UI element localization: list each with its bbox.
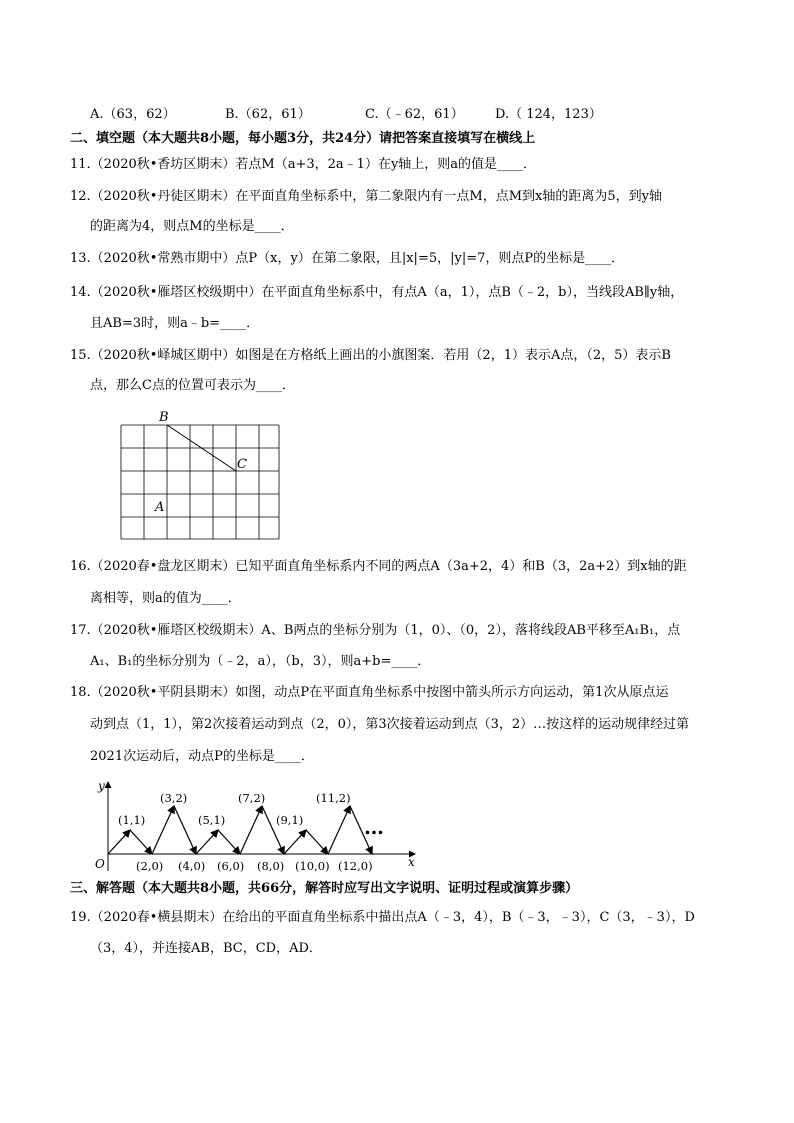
question-15-line2: 点，那么C点的位置可表示为____． — [90, 378, 295, 393]
grid-lines — [121, 425, 279, 539]
motion-path-figure — [90, 776, 430, 876]
option-a: A.（63，62） — [90, 107, 176, 122]
option-d: D.（ 124，123） — [495, 107, 602, 122]
question-19-line1: 19.（2020春•横县期末）在给出的平面直角坐标系中描出点A（﹣3，4），B（﹣3，﹣3），C（3，﹣3），D — [70, 910, 695, 925]
question-19-line2: （3，4），并连接AB，BC，CD，AD． — [90, 941, 322, 956]
bottom-label: (2,0) — [136, 859, 164, 873]
peak-label: (7,2) — [238, 791, 266, 805]
peak-label: (11,2) — [316, 791, 351, 805]
continuation-dots: … — [364, 815, 384, 839]
peak-label: (1,1) — [118, 813, 146, 827]
peak-label: (9,1) — [276, 813, 304, 827]
question-18-line3: 2021次运动后，动点P的坐标是____． — [90, 749, 314, 764]
question-16-line2: 离相等，则a的值为____． — [90, 591, 241, 606]
question-17-line2: A₁、B₁的坐标分别为（﹣2，a），（b，3），则a+b=____． — [90, 654, 431, 669]
option-b: B.（62，61） — [225, 107, 311, 122]
bottom-label: (12,0) — [338, 859, 373, 873]
question-11: 11.（2020秋•香坊区期末）若点M（a+3，2a﹣1）在y轴上，则a的值是____． — [70, 157, 537, 172]
x-axis-label: x — [408, 855, 415, 869]
question-18-line2: 动到点（1，1），第2次接着运动到点（2，0），第3次接着运动到点（3，2）…按这样的运动规律经过第 — [90, 717, 690, 732]
origin-label: O — [95, 857, 105, 871]
question-13: 13.（2020秋•常熟市期中）点P（x，y）在第二象限，且|x|=5，|y|=7，则点P的坐标是____． — [70, 251, 625, 266]
question-17-line1: 17.（2020秋•雁塔区校级期末）A、B两点的坐标分别为（1，0）、（0，2），落将线段AB平移至A₁B₁，点 — [70, 623, 681, 638]
question-14-line2: 且AB=3时，则a﹣b=____． — [90, 316, 260, 331]
motion-path — [108, 806, 372, 854]
bottom-label: (4,0) — [178, 859, 206, 873]
question-14-line1: 14.（2020秋•雁塔区校级期中）在平面直角坐标系中，有点A（a，1），点B（﹣2，b），当线段AB∥y轴， — [70, 285, 684, 300]
bottom-label: (10,0) — [295, 859, 330, 873]
label-b: B — [159, 410, 169, 425]
label-a: A — [155, 500, 165, 515]
peak-label: (3,2) — [160, 791, 188, 805]
option-c: C.（﹣62，61） — [365, 107, 464, 122]
question-12-line2: 的距离为4，则点M的坐标是____． — [90, 219, 294, 234]
bottom-label: (8,0) — [257, 859, 285, 873]
bottom-label: (6,0) — [217, 859, 245, 873]
label-c: C — [237, 457, 247, 472]
question-12-line1: 12.（2020秋•丹徒区期末）在平面直角坐标系中，第二象限内有一点M，点M到x轴的距离为5，到y轴 — [70, 189, 662, 204]
bottom-labels — [136, 859, 373, 873]
peak-labels — [118, 791, 351, 827]
section-2-heading: 二、填空题（本大题共8小题，每小题3分，共24分）请把答案直接填写在横线上 — [70, 131, 536, 146]
y-axis-label: y — [98, 779, 105, 793]
question-16-line1: 16.（2020春•盘龙区期末）已知平面直角坐标系内不同的两点A（3a+2，4）和B（3，2a+2）到x轴的距 — [70, 559, 687, 574]
question-15-line1: 15.（2020秋•峄城区期中）如图是在方格纸上画出的小旗图案．若用（2，1）表示A点，（2，5）表示B — [70, 348, 671, 363]
flag-grid-figure — [115, 405, 290, 545]
peak-label: (5,1) — [198, 813, 226, 827]
section-3-heading: 三、解答题（本大题共8小题，共66分，解答时应写出文字说明、证明过程或演算步骤） — [70, 881, 579, 896]
question-18-line1: 18.（2020秋•平阴县期末）如图，动点P在平面直角坐标系中按图中箭头所示方向运动，第1次从原点运 — [70, 685, 669, 700]
